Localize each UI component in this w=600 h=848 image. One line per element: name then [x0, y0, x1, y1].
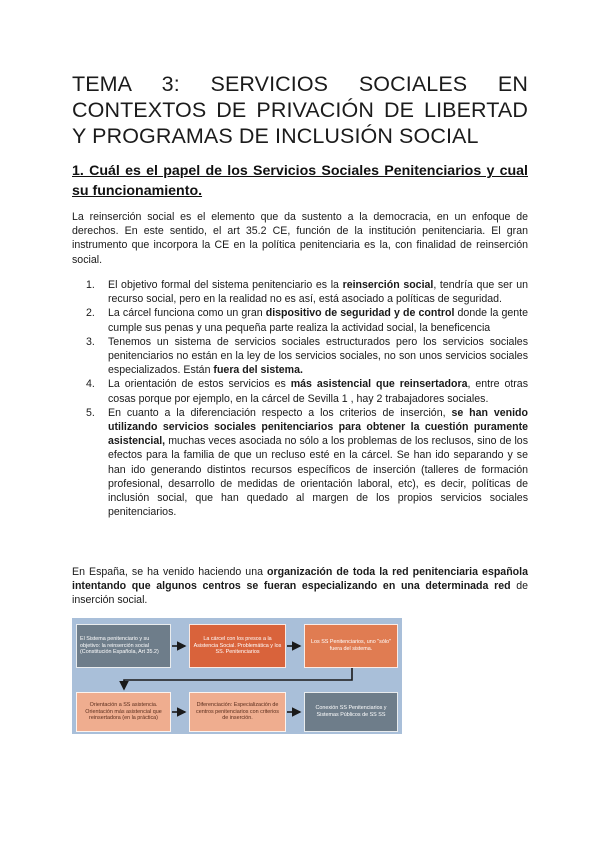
- page-title: TEMA 3: SERVICIOS SOCIALES EN CONTEXTOS DE PRIVACIÓN DE LIBERTAD Y PROGRAMAS DE INCLUSIÓN SOCIAL: [72, 72, 528, 148]
- list-item-number: 1.: [86, 279, 95, 291]
- list-item-emphasis: reinserción social: [342, 279, 434, 291]
- list-item-number: 4.: [86, 378, 95, 391]
- diagram-box-5: Diferenciación: Especialización de centros penitenciarios con criterios de inserción.: [189, 692, 286, 732]
- process-diagram: [72, 618, 402, 734]
- closing-emphasis: organización de toda la red penitenciaria española intentando que algunos centros se fueran especializando en una determinada red: [72, 566, 528, 593]
- list-item-emphasis: más asistencial que reinsertadora: [290, 378, 468, 391]
- section-heading: 1. Cuál es el papel de los Servicios Sociales Penitenciarios y cual su funcionamiento.: [72, 163, 528, 199]
- arrow-3-4: [124, 668, 352, 689]
- list-item-text: La orientación de estos servicios es: [108, 378, 291, 391]
- list-item: [86, 377, 528, 405]
- list-item-emphasis: dispositivo de seguridad y de control: [265, 307, 455, 320]
- intro-paragraph: La reinserción social es el elemento que da sustento a la democracia, en un enfoque de derechos. En este sentido, el art 35.2 CE, función de la institución penitenciaria. El gran instrumento que incorpora la CE en la política penitenciaria es la, con finalidad de reinserción social.: [72, 211, 528, 266]
- diagram-box-4: Orientación a SS asistencia. Orientación más asistencial que reinsertadora (en la práctica): [76, 692, 171, 732]
- list-item-text: muchas veces asociada no sólo a los problemas de los reclusos, sino de los efectos para la familia de que un recluso esté en la cárcel. Se han ido separando y se han ido generando distintos recursos específicos de inserción (talleres de formación profesional, desarrollo de medidas de orientación laboral, etc), es decir, políticas de inclusión social, que han quedado al margen de los propios servicios sociales penitenciarios.: [108, 435, 528, 519]
- list-item: [86, 335, 528, 378]
- list-item-number: 5.: [86, 406, 95, 419]
- list-item: [86, 406, 528, 520]
- diagram-box-1: El Sistema penitenciario y su objetivo: la reinserción social (Constitución Española, Art 35.2): [76, 624, 171, 668]
- list-item-text: El objetivo formal del sistema penitenciario es la: [108, 279, 343, 291]
- list-item-number: 2.: [86, 307, 95, 320]
- list-item-text: , entre otras cosas porque por ejemplo, en la cárcel de Sevilla 1 , hay 2 trabajadores sociales.: [108, 378, 528, 405]
- list-item-text: La cárcel funciona como un gran: [108, 307, 266, 320]
- list-item-text: En cuanto a la diferenciación respecto a los criterios de inserción,: [108, 406, 452, 419]
- diagram-box-2: La cárcel con los presos a la Asistencia Social. Problemática y los SS. Penitenciarios: [189, 624, 286, 668]
- diagram-box-6: Conexión SS Penitenciarios y Sistemas Públicos de SS SS: [304, 692, 398, 732]
- numbered-list: [86, 278, 528, 519]
- closing-text: de inserción social.: [72, 580, 528, 607]
- closing-paragraph: [72, 565, 528, 608]
- list-item-emphasis: se han venido utilizando servicios sociales penitenciarios para obtener la cuestión puramente asistencial,: [108, 406, 528, 448]
- diagram-box-3: Los SS Penitenciarios, uno "sólo" fuera del sistema.: [304, 624, 398, 668]
- list-item-emphasis: fuera del sistema.: [213, 364, 303, 377]
- list-item-text: Tenemos un sistema de servicios sociales estructurados pero los servicios sociales penitenciarios no están en la ley de los servicios sociales, no son unos servicios sociales especializados. Están: [108, 335, 528, 377]
- closing-text: En España, se ha venido haciendo una: [72, 566, 268, 578]
- list-item-number: 3.: [86, 335, 95, 348]
- list-item: [86, 306, 528, 334]
- list-item: [86, 278, 528, 306]
- list-item-text: , tendría que ser un recurso social, pero en la realidad no es así, está asociado a políticas de seguridad.: [108, 279, 528, 306]
- list-item-text: donde la gente cumple sus penas y una pequeña parte realiza la actividad social, la beneficencia: [108, 307, 529, 334]
